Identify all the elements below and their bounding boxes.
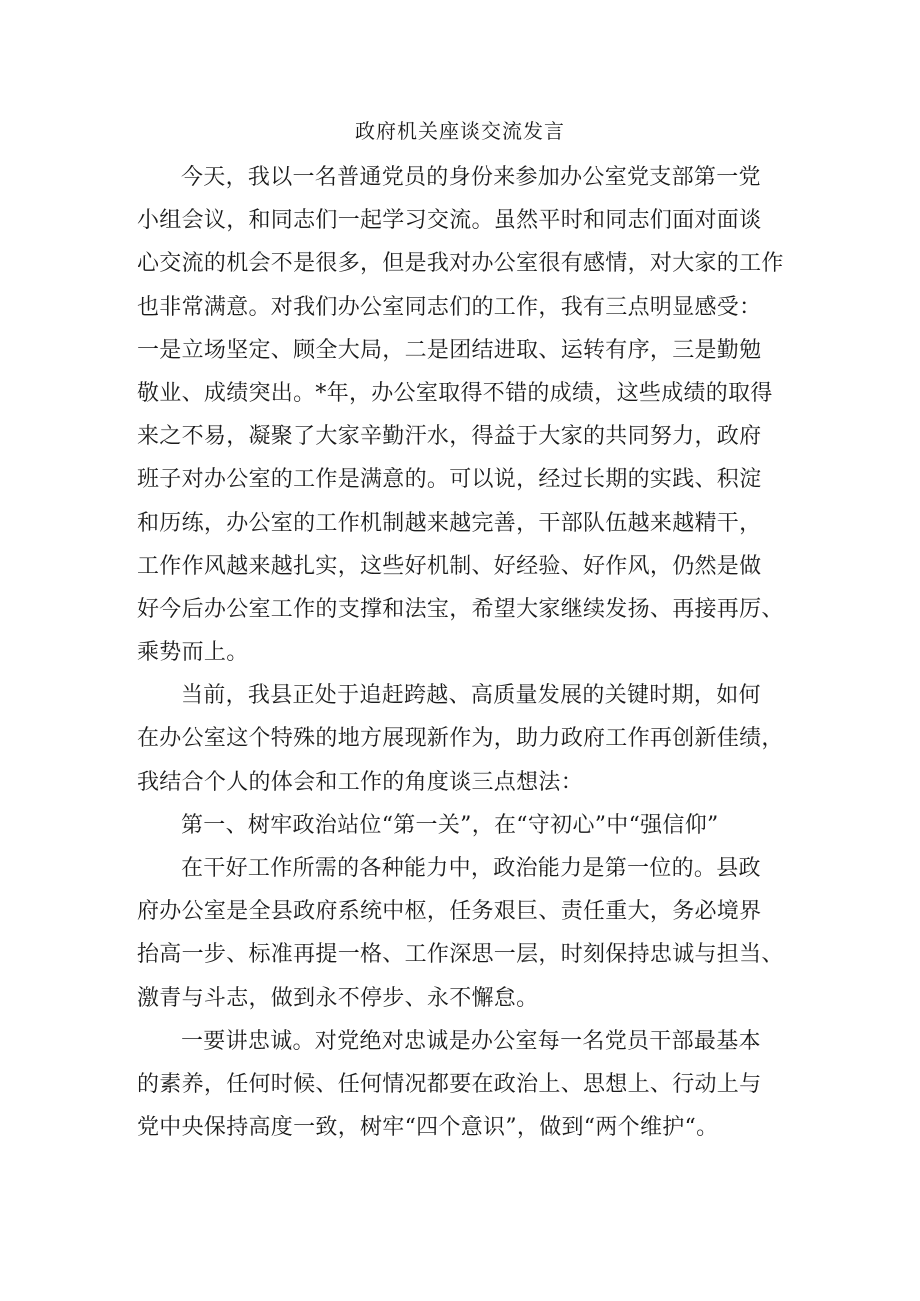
paragraph-line: 好今后办公室工作的支撑和法宝，希望大家继续发扬、再接再厉、: [137, 596, 784, 622]
paragraph-line: 一是立场坚定、顾全大局，二是团结进取、运转有序，三是勤勉: [137, 337, 762, 363]
paragraph-line: 府办公室是全县政府系统中枢，任务艰巨、责任重大，务必境界: [137, 899, 762, 925]
document-body: [137, 156, 797, 1149]
paragraph-line: 来之不易，凝聚了大家辛勤汗水，得益于大家的共同努力，政府: [137, 424, 762, 450]
paragraph-line: 我结合个人的体会和工作的角度谈三点想法：: [137, 769, 584, 795]
paragraph-line: 工作作风越来越扎实，这些好机制、好经验、好作风，仍然是做: [137, 553, 762, 579]
paragraph-line: 抬高一步、标准再提一格、工作深思一层，时刻保持忠诚与担当、: [137, 942, 784, 968]
paragraph-line: 乘势而上。: [137, 640, 249, 666]
paragraph-line: 当前，我县正处于追赶跨越、高质量发展的关键时期，如何: [181, 683, 761, 709]
section-heading: 第一、树牢政治站位“第一关”，在“守初心”中“强信仰”: [181, 812, 719, 838]
paragraph-line: 班子对办公室的工作是满意的。可以说，经过长期的实践、积淀: [137, 467, 762, 493]
paragraph-line: 心交流的机会不是很多，但是我对办公室很有感情，对大家的工作: [137, 251, 784, 277]
paragraph-line: 在干好工作所需的各种能力中，政治能力是第一位的。县政: [181, 856, 761, 881]
paragraph-line: 和历练，办公室的工作机制越来越完善，干部队伍越来越精干，: [137, 510, 762, 536]
paragraph-line: 激青与斗志，做到永不停步、永不懈怠。: [137, 985, 539, 1011]
paragraph-line: 也非常满意。对我们办公室同志们的工作，我有三点明显感受：: [137, 294, 762, 320]
paragraph-line: 小组会议，和同志们一起学习交流。虽然平时和同志们面对面谈: [137, 208, 762, 234]
paragraph-line: 党中央保持高度一致，树牢“四个意识”，做到“两个维护“。: [137, 1115, 719, 1141]
paragraph-line: 今天，我以一名普通党员的身份来参加办公室党支部第一党: [181, 165, 761, 190]
paragraph-line: 敬业、成绩突出。*年，办公室取得不错的成绩，这些成绩的取得: [137, 380, 773, 406]
paragraph-line: 在办公室这个特殊的地方展现新作为，助力政府工作再创新佳绩，: [137, 726, 784, 752]
document-title: 政府机关座谈交流发言: [355, 119, 565, 143]
paragraph-line: 一要讲忠诚。对党绝对忠诚是办公室每一名党员干部最基本: [181, 1028, 761, 1054]
paragraph-line: 的素养，任何时候、任何情况都要在政治上、思想上、行动上与: [137, 1071, 762, 1097]
